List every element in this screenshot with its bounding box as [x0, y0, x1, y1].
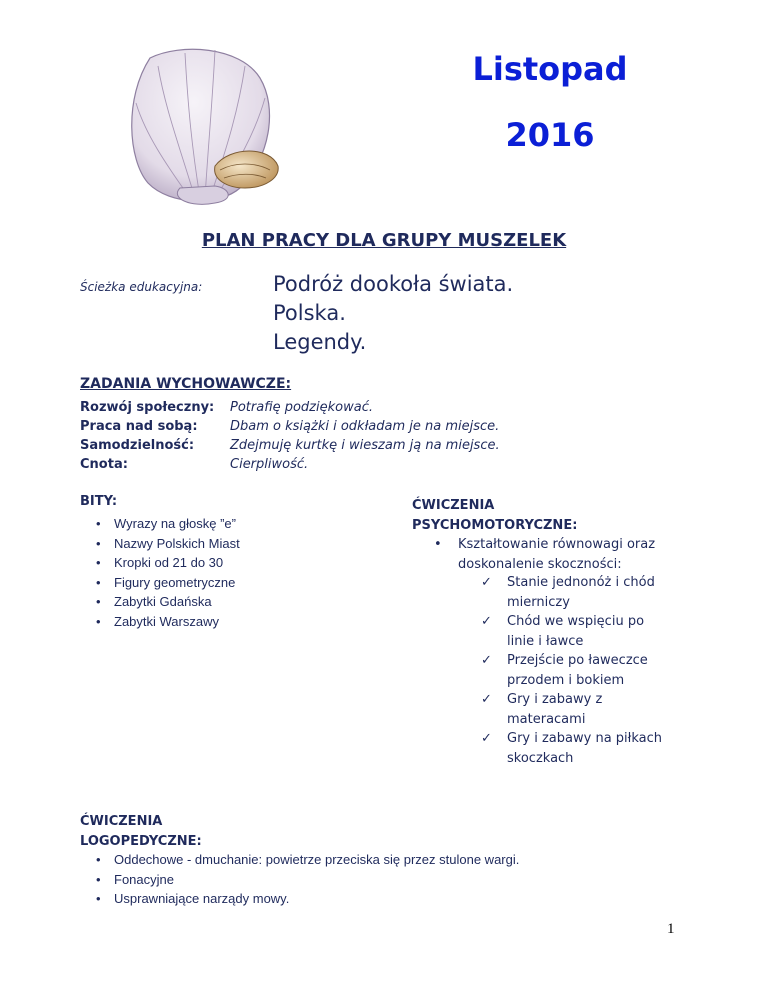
- check-text: Gry i zabawy na piłkach: [507, 731, 663, 746]
- check-text: skoczkach: [507, 750, 574, 766]
- task-row: [80, 438, 500, 453]
- speech-therapy-list: [84, 850, 519, 909]
- psychomotor-checklist: [475, 573, 695, 768]
- checkmark-icon: ✓: [481, 575, 492, 590]
- checkmark-icon: ✓: [481, 731, 492, 746]
- year-title: 2016: [505, 116, 595, 154]
- heading-line: ĆWICZENIA: [412, 498, 495, 513]
- bity-list: [84, 514, 240, 631]
- plan-heading: [0, 230, 768, 251]
- bullet-icon: •: [434, 537, 442, 552]
- list-item: • Zabytki Gdańska: [84, 592, 240, 612]
- list-item: • Nazwy Polskich Miast: [84, 534, 240, 554]
- path-topic: Polska.: [273, 301, 346, 325]
- month-title: Listopad: [472, 50, 628, 88]
- path-topics: [273, 270, 513, 357]
- check-text: przodem i bokiem: [507, 672, 625, 688]
- task-value: Zdejmuję kurtkę i wieszam ją na miejsce.: [230, 438, 500, 453]
- task-value: Potrafię podziękować.: [230, 400, 373, 415]
- check-text: Gry i zabawy z: [507, 692, 603, 707]
- task-key: Samodzielność:: [80, 438, 195, 453]
- speech-therapy-heading: [80, 812, 202, 852]
- check-item: [475, 612, 695, 651]
- task-value: Cierpliwość.: [230, 457, 309, 472]
- check-text: mierniczy: [507, 594, 570, 610]
- task-row: [80, 419, 499, 434]
- task-row: [80, 400, 373, 415]
- check-text: Stanie jednonóż i chód: [507, 575, 655, 590]
- list-item: • Fonacyjne: [84, 870, 519, 890]
- heading-line: LOGOPEDYCZNE:: [80, 834, 202, 849]
- task-key: Praca nad sobą:: [80, 419, 198, 434]
- path-topic: Legendy.: [273, 330, 367, 354]
- list-item: • Wyrazy na głoskę ”e”: [84, 514, 240, 534]
- psychomotor-heading: [412, 496, 577, 536]
- task-value: Dbam o książki i odkładam je na miejsce.: [230, 419, 500, 434]
- task-row: [80, 457, 308, 472]
- list-item: • Kropki od 21 do 30: [84, 553, 240, 573]
- task-key: Cnota:: [80, 457, 128, 472]
- check-text: materacami: [507, 711, 586, 727]
- path-topic: Podróż dookoła świata.: [273, 272, 514, 296]
- list-item: • Figury geometryczne: [84, 573, 240, 593]
- tasks-heading: ZADANIA WYCHOWAWCZE:: [80, 376, 292, 392]
- checkmark-icon: ✓: [481, 692, 492, 707]
- heading-line: PSYCHOMOTORYCZNE:: [412, 518, 578, 533]
- check-text: linie i ławce: [507, 633, 584, 649]
- check-item: [475, 651, 695, 690]
- path-label: Ścieżka edukacyjna:: [80, 280, 203, 294]
- intro-line: Kształtowanie równowagi oraz: [458, 537, 656, 552]
- check-item: [475, 573, 695, 612]
- checkmark-icon: ✓: [481, 653, 492, 668]
- check-text: Przejście po ławeczce: [507, 653, 648, 668]
- check-item: [475, 729, 695, 768]
- psychomotor-intro: [434, 535, 684, 574]
- seashell-illustration: [120, 38, 280, 208]
- plan-heading-text: PLAN PRACY DLA GRUPY MUSZELEK: [201, 230, 567, 251]
- list-item: • Oddechowe - dmuchanie: powietrze przeciska się przez stulone wargi.: [84, 850, 519, 870]
- task-key: Rozwój społeczny:: [80, 400, 215, 415]
- page-number: 1: [667, 921, 675, 937]
- heading-line: ĆWICZENIA: [80, 814, 163, 829]
- checkmark-icon: ✓: [481, 614, 492, 629]
- intro-line: doskonalenie skoczności:: [458, 556, 622, 572]
- list-item: • Zabytki Warszawy: [84, 612, 240, 632]
- check-text: Chód we wspięciu po: [507, 614, 645, 629]
- bity-heading: BITY:: [80, 494, 118, 509]
- check-item: [475, 690, 695, 729]
- list-item: • Usprawniające narządy mowy.: [84, 889, 519, 909]
